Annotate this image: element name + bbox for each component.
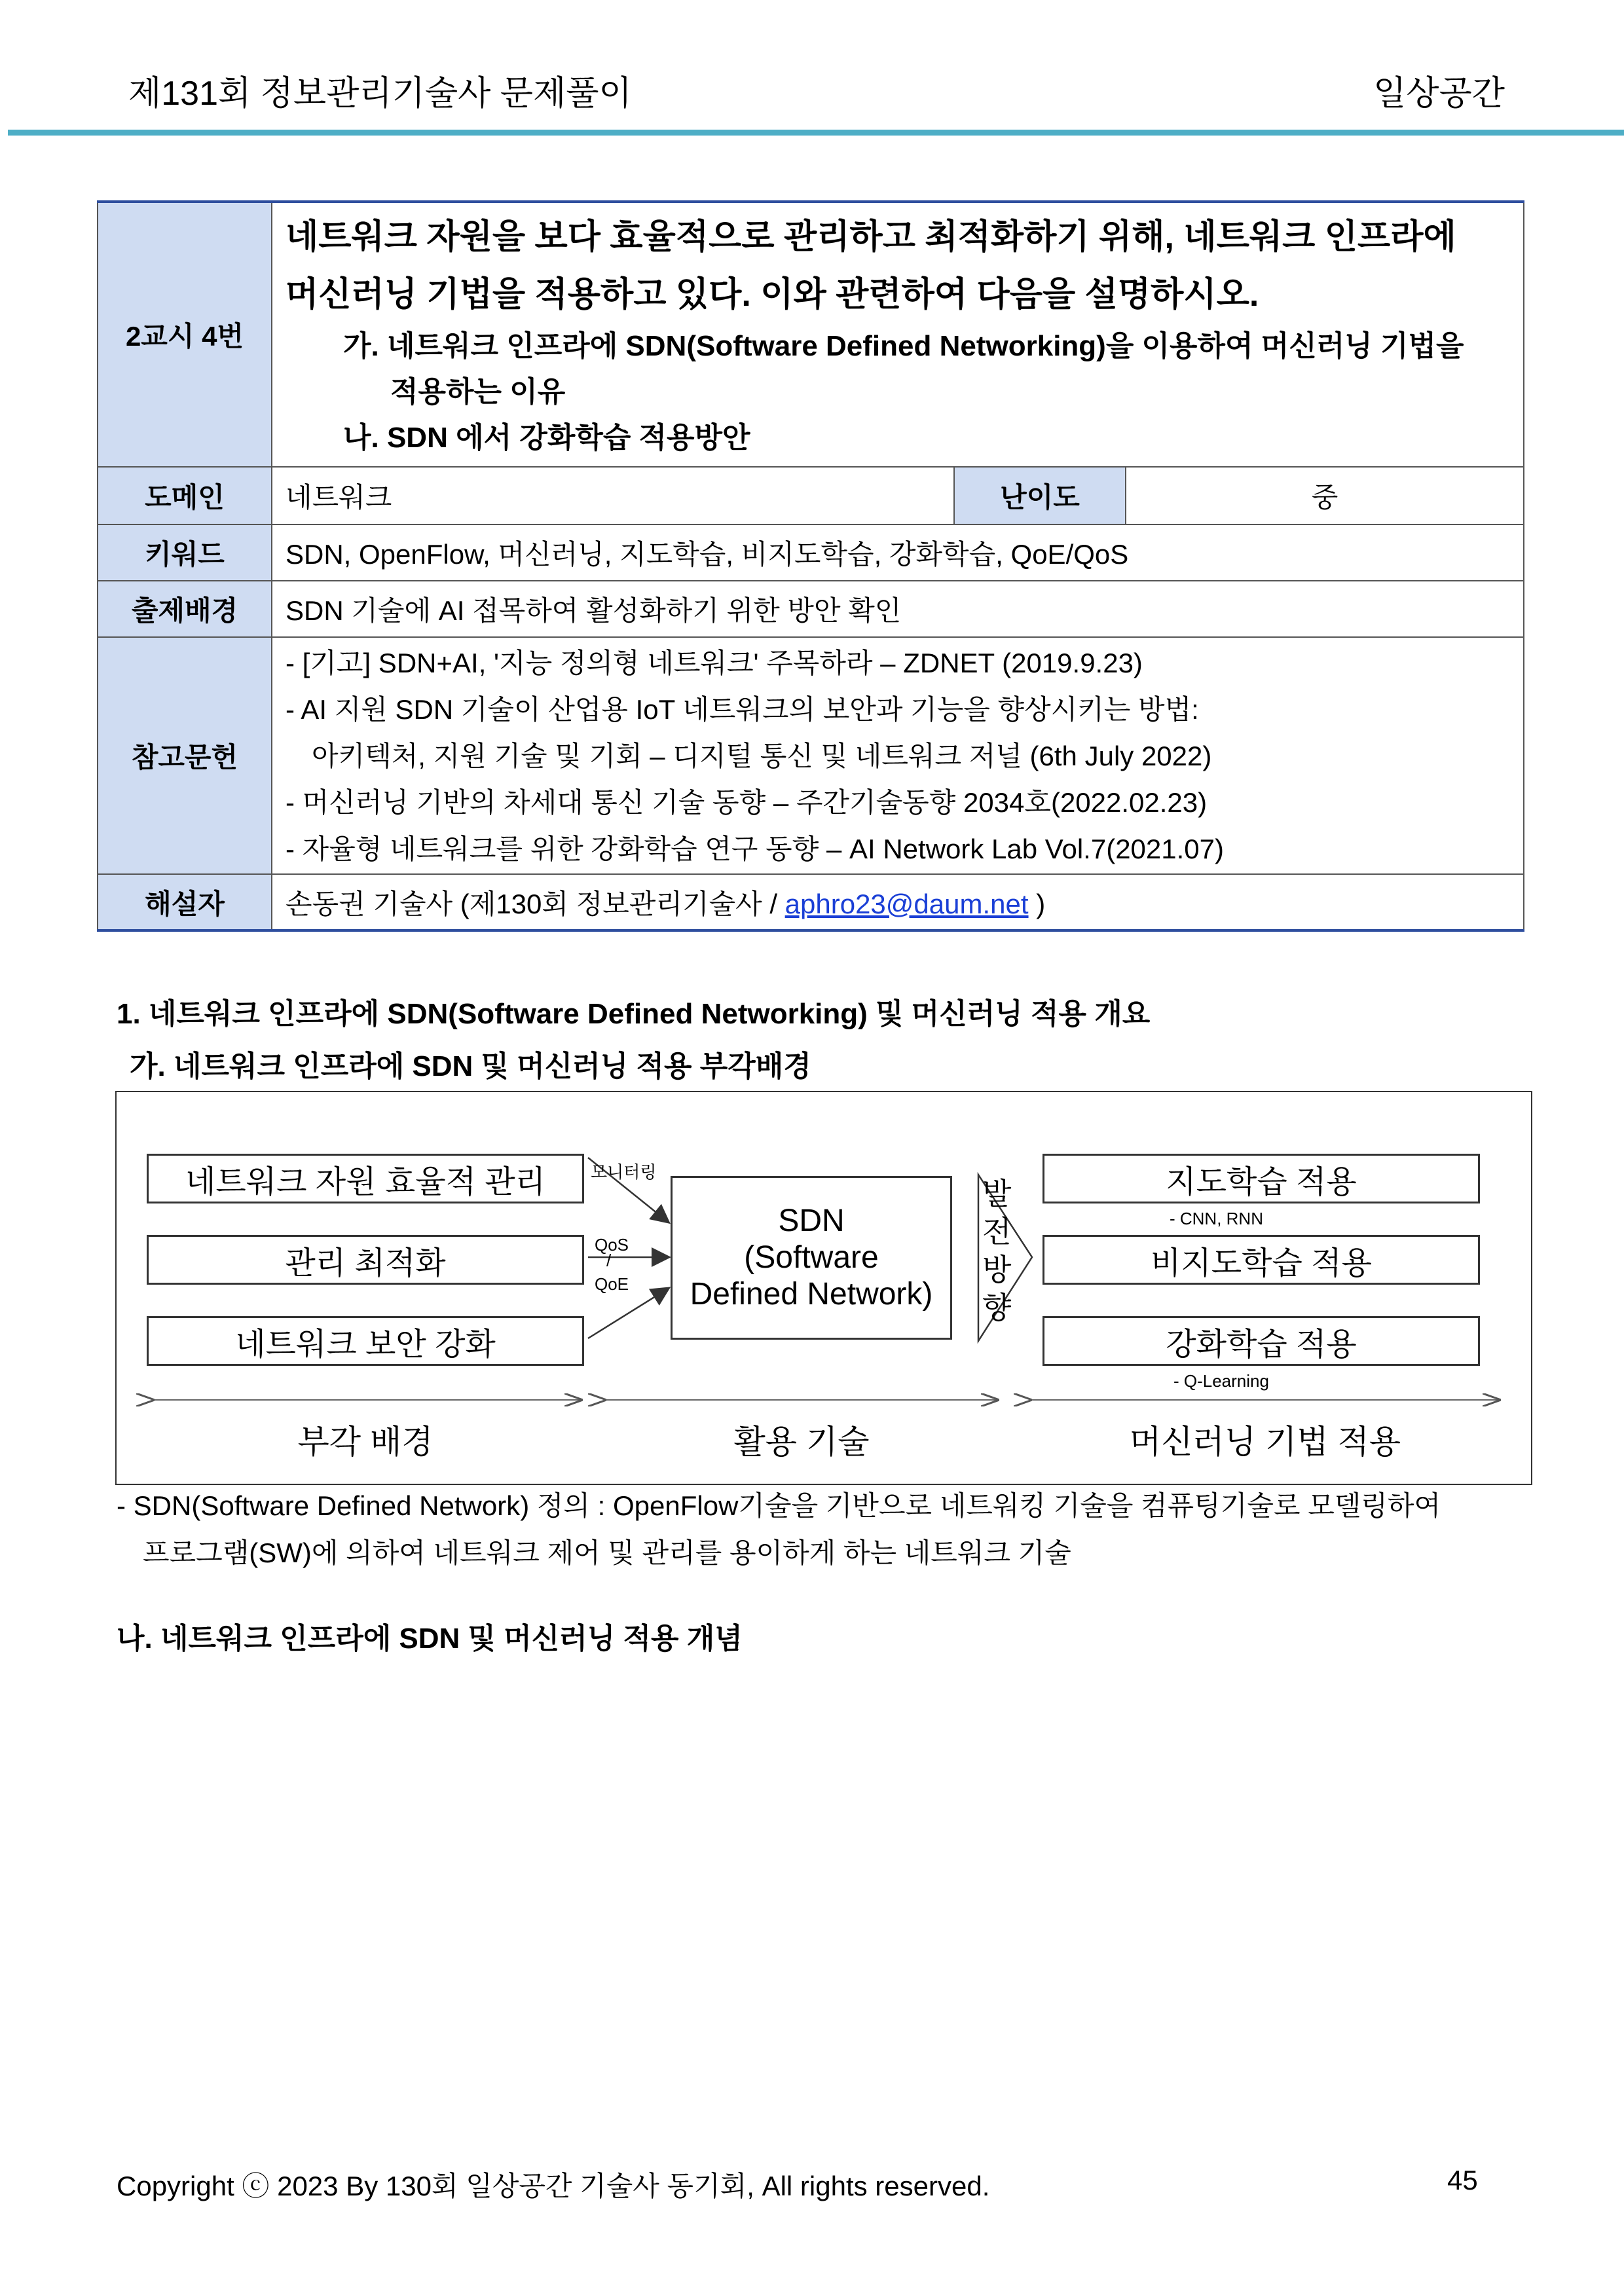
sdn-line-2: (Software [744, 1240, 879, 1275]
direction-label [982, 1175, 1011, 1327]
sub-question-a-line-2: 적용하는 이유 [390, 376, 566, 408]
label-monitoring: 모니터링 [591, 1162, 657, 1182]
note-q-learning: - Q-Learning [1173, 1371, 1269, 1391]
author-suffix: ) [1028, 888, 1046, 919]
sdn-definition-line-1: - SDN(Software Defined Network) 정의 : OpenFlow기술을 기반으로 네트워킹 기술을 컴퓨팅기술로 모델링하여 [117, 1490, 1441, 1521]
reference-item: - AI 지원 SDN 기술이 산업용 IoT 네트워크의 보안과 기능을 향상시키는 방법: [286, 693, 1199, 725]
reference-item: - 머신러닝 기반의 차세대 통신 기술 동향 – 주간기술동향 2034호(2022.02.23) [286, 786, 1208, 818]
difficulty-value: 중 [1126, 467, 1524, 524]
caption-technology: 활용 기술 [733, 1423, 870, 1460]
keyword-value: SDN, OpenFlow, 머신러닝, 지도학습, 비지도학습, 강화학습, QoE/QoS [272, 524, 1524, 581]
question-line-1: 네트워크 자원을 보다 효율적으로 관리하고 최적화하기 위해, 네트워크 인프라에 [286, 218, 1456, 256]
arrow-security [588, 1289, 668, 1338]
author-label: 해설자 [98, 874, 272, 930]
domain-label: 도메인 [98, 467, 272, 524]
box-sdn [671, 1176, 952, 1340]
caption-ml: 머신러닝 기법 적용 [1129, 1423, 1401, 1460]
sdn-line-1: SDN [778, 1203, 845, 1238]
background-value: SDN 기술에 AI 접목하여 활성화하기 위한 방안 확인 [272, 581, 1524, 637]
caption-background: 부각 배경 [297, 1423, 434, 1460]
reference-item: - 자율형 네트워크를 위한 강화학습 연구 동향 – AI Network Lab Vol.7(2021.07) [286, 833, 1224, 864]
header-rule [8, 130, 1624, 136]
difficulty-label: 난이도 [954, 467, 1126, 524]
author-value [272, 874, 1524, 930]
section-1-title: 1. 네트워크 인프라에 SDN(Software Defined Networking) 및 머신러닝 적용 개요 [117, 998, 1151, 1030]
direction-char: 발 [982, 1177, 1012, 1211]
box-management-optimization: 관리 최적화 [147, 1235, 584, 1285]
reference-item: - [기고] SDN+AI, '지능 정의형 네트워크' 주목하라 – ZDNET (2019.9.23) [286, 647, 1143, 678]
label-qos: QoS [595, 1235, 629, 1255]
reference-label: 참고문헌 [98, 637, 272, 874]
question-line-2: 머신러닝 기법을 적용하고 있다. 이와 관련하여 다음을 설명하시오. [286, 276, 1259, 314]
box-reinforcement-learning: 강화학습 적용 [1043, 1316, 1480, 1366]
question-label: 2교시 4번 [98, 202, 272, 467]
label-qoe: QoE [595, 1274, 629, 1294]
author-email-link[interactable]: aphro23@daum.net [784, 888, 1029, 919]
label-slash: / [606, 1251, 612, 1270]
direction-char: 방 [982, 1253, 1012, 1287]
footer-copyright: Copyright ⓒ 2023 By 130회 일상공간 기술사 동기회, All rights reserved. [117, 2171, 990, 2201]
box-resource-management: 네트워크 자원 효율적 관리 [147, 1154, 584, 1203]
question-info-table [97, 200, 1524, 932]
reference-item: 아키텍처, 지원 기술 및 기회 – 디지털 통신 및 네트워크 저널 (6th July 2022) [312, 740, 1212, 771]
sub-question-b: 나. SDN 에서 강화학습 적용방안 [343, 422, 750, 454]
section-1b-title: 나. 네트워크 인프라에 SDN 및 머신러닝 적용 개념 [117, 1623, 743, 1655]
direction-char: 전 [982, 1215, 1012, 1249]
keyword-label: 키워드 [98, 524, 272, 581]
footer-page-number: 45 [1447, 2165, 1478, 2195]
section-1a-title: 가. 네트워크 인프라에 SDN 및 머신러닝 적용 부각배경 [130, 1050, 811, 1082]
sdn-diagram [115, 1091, 1532, 1485]
background-label: 출제배경 [98, 581, 272, 637]
domain-value: 네트워크 [272, 467, 954, 524]
note-cnn-rnn: - CNN, RNN [1170, 1209, 1263, 1228]
header-brand: 일상공간 [1373, 75, 1505, 113]
sdn-line-3: Defined Network) [690, 1277, 933, 1312]
box-network-security: 네트워크 보안 강화 [147, 1316, 584, 1366]
sdn-definition-line-2: 프로그램(SW)에 의하여 네트워크 제어 및 관리를 용이하게 하는 네트워크 기술 [143, 1537, 1071, 1568]
header-title: 제131회 정보관리기술사 문제풀이 [128, 75, 632, 113]
sub-question-a-line-1: 가. 네트워크 인프라에 SDN(Software Defined Networking)을 이용하여 머신러닝 기법을 [343, 330, 1464, 362]
direction-char: 향 [982, 1291, 1012, 1325]
author-name: 손동권 기술사 (제130회 정보관리기술사 / [286, 888, 785, 919]
box-supervised-learning: 지도학습 적용 [1043, 1154, 1480, 1203]
box-unsupervised-learning: 비지도학습 적용 [1043, 1235, 1480, 1285]
